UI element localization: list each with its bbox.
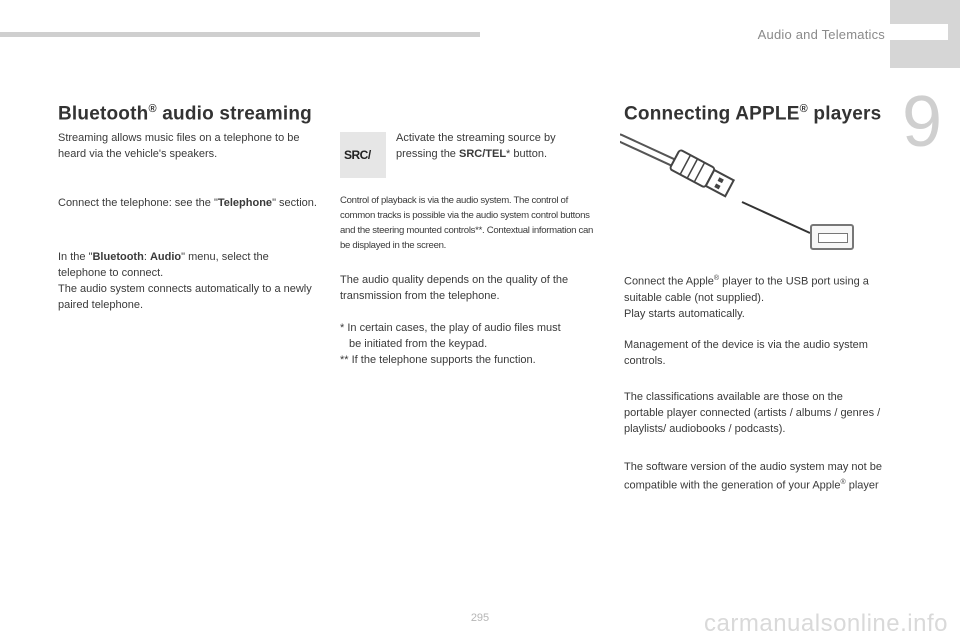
playback-control-note: Control of playback is via the audio system. The control of common tracks is possible via the audio system control buttons and the steering mounted controls**. Contextual information can be displayed in the screen. [340,195,594,251]
page-number: 295 [470,612,490,624]
usb-port-icon [810,224,854,250]
software-version-text: The software version of the audio system may not be compatible with the generation of your Apple® player [624,461,883,492]
footnote-1b: be initiated from the keypad. [349,338,488,350]
footnote-1a: * In certain cases, the play of audio files must [340,322,561,334]
classifications-text: The classifications available are those on the portable player connected (artists / albums / genres / playlists/ audiobooks / podcasts). [624,391,881,435]
chapter-title: Audio and Telematics [757,27,885,42]
connect-apple-text: Connect the Apple® player to the USB port using a suitable cable (not supplied). Play starts automatically. [624,275,869,320]
watermark: carmanualsonline.info [704,610,948,637]
management-text: Management of the device is via the audio system controls. [624,339,868,367]
footnotes [340,320,602,368]
streaming-intro: Streaming allows music files on a telephone to be heard via the vehicle's speakers. [58,132,300,160]
usb-cable-icon [620,132,820,242]
header-rule [0,32,480,37]
apple-heading: Connecting APPLE® players [624,103,882,125]
bluetooth-heading: Bluetooth® audio streaming [58,103,312,125]
audio-quality-note: The audio quality depends on the quality of the transmission from the telephone. [340,274,569,302]
src-button-icon: SRC/ [340,132,386,178]
bluetooth-menu-text: In the "Bluetooth: Audio" menu, select the telephone to connect. The audio system connects automatically to a newly paired telephone. [58,251,312,311]
chapter-tab [890,0,960,68]
activate-streaming-text: Activate the streaming source by pressing the SRC/TEL* button. [396,132,556,160]
chapter-number: 9 [901,82,942,162]
connect-telephone-text: Connect the telephone: see the "Telephone" section. [58,197,317,209]
footnote-2: ** If the telephone supports the function. [340,354,536,366]
